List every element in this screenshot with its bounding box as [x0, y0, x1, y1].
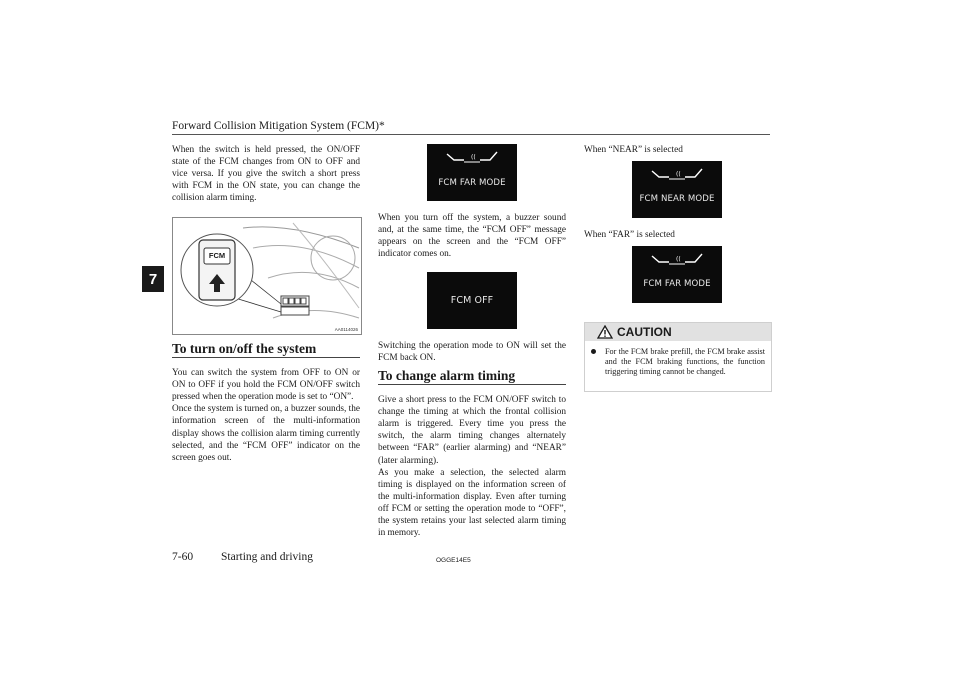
heading-turn-on-off: To turn on/off the system — [172, 343, 360, 358]
far-caption: When “FAR” is selected — [584, 230, 675, 240]
fcm-near-mode-screen — [632, 161, 722, 218]
figure-id: AA0114026 — [334, 327, 358, 332]
back-on-text — [378, 340, 566, 364]
car-warning-icon — [427, 144, 517, 174]
fcm-off-screen — [427, 272, 517, 329]
caution-box — [584, 322, 772, 392]
alarm-timing-paragraph-1: Give a short press to the FCM ON/OFF switch to change the timing at which the frontal collision alarm is triggered. Every time you press the switch, the alarm timing changes alternately between “FAR” (earlier alarming) and “NEAR” (later alarming). — [378, 395, 566, 466]
intro-paragraph: When the switch is held pressed, the ON/OFF state of the FCM changes from ON to OFF and vice versa. If you give the switch a short press with FCM in the ON state, you can change the collision alarm timing. — [172, 145, 360, 204]
turn-on-paragraph-2: Once the system is turned on, a buzzer sounds, the information screen of the multi-information display shows the collision alarm timing currently selected, and the “FCM OFF” indicator on the screen goes out. — [172, 404, 360, 463]
near-mode-label: FCM NEAR MODE — [639, 194, 715, 204]
header-rule — [172, 134, 770, 135]
document-code: OGGE14E5 — [436, 557, 471, 564]
fcm-far-mode-screen-2 — [632, 246, 722, 303]
far-mode-label: FCM FAR MODE — [643, 279, 711, 289]
car-warning-icon-near — [632, 161, 722, 191]
section-turn-on-off — [172, 343, 360, 464]
heading-alarm-timing: To change alarm timing — [378, 370, 566, 385]
dashboard-illustration — [173, 218, 361, 334]
turn-off-paragraph: When you turn off the system, a buzzer sound and, at the same time, the “FCM OFF” message appears on the screen and the “FCM OFF” indicator comes on. — [378, 213, 566, 260]
bullet-icon — [591, 349, 596, 354]
page-number: 7-60 — [172, 551, 194, 563]
header-title: Forward Collision Mitigation System (FCM)* — [172, 120, 385, 132]
turn-off-text — [378, 212, 566, 260]
svg-text:((: (( — [676, 171, 681, 178]
section-name: Starting and driving — [221, 551, 313, 563]
fcm-far-mode-screen-1 — [427, 144, 517, 201]
fcm-switch-label: FCM — [208, 251, 226, 260]
back-on-paragraph: Switching the operation mode to ON will set the FCM back ON. — [378, 341, 566, 364]
fcm-off-label: FCM OFF — [450, 295, 494, 306]
chapter-tab: 7 — [142, 266, 164, 292]
turn-on-paragraph-1: You can switch the system from OFF to ON or ON to OFF if you hold the FCM ON/OFF switch pressed when the operation mode is set to “ON”. — [172, 368, 360, 403]
fcm-switch-figure — [172, 217, 362, 335]
screen-mode-label: FCM FAR MODE — [438, 178, 506, 188]
section-alarm-timing — [378, 370, 566, 539]
caution-title: CAUTION — [617, 325, 672, 339]
near-caption: When “NEAR” is selected — [584, 145, 683, 155]
svg-text:((: (( — [471, 154, 476, 161]
alarm-timing-paragraph-2: As you make a selection, the selected alarm timing is displayed on the information screen of the multi-information display. Even after turning off FCM or setting the operation mode to “OFF”, the system retains your last selected alarm timing in memory. — [378, 467, 566, 539]
car-warning-icon-far — [632, 246, 722, 276]
column-1-intro — [172, 144, 360, 204]
svg-text:((: (( — [676, 256, 681, 263]
caution-text: For the FCM brake prefill, the FCM brake assist and the FCM braking functions, the function triggering timing cannot be changed. — [605, 347, 765, 377]
warning-triangle-icon — [597, 325, 613, 339]
